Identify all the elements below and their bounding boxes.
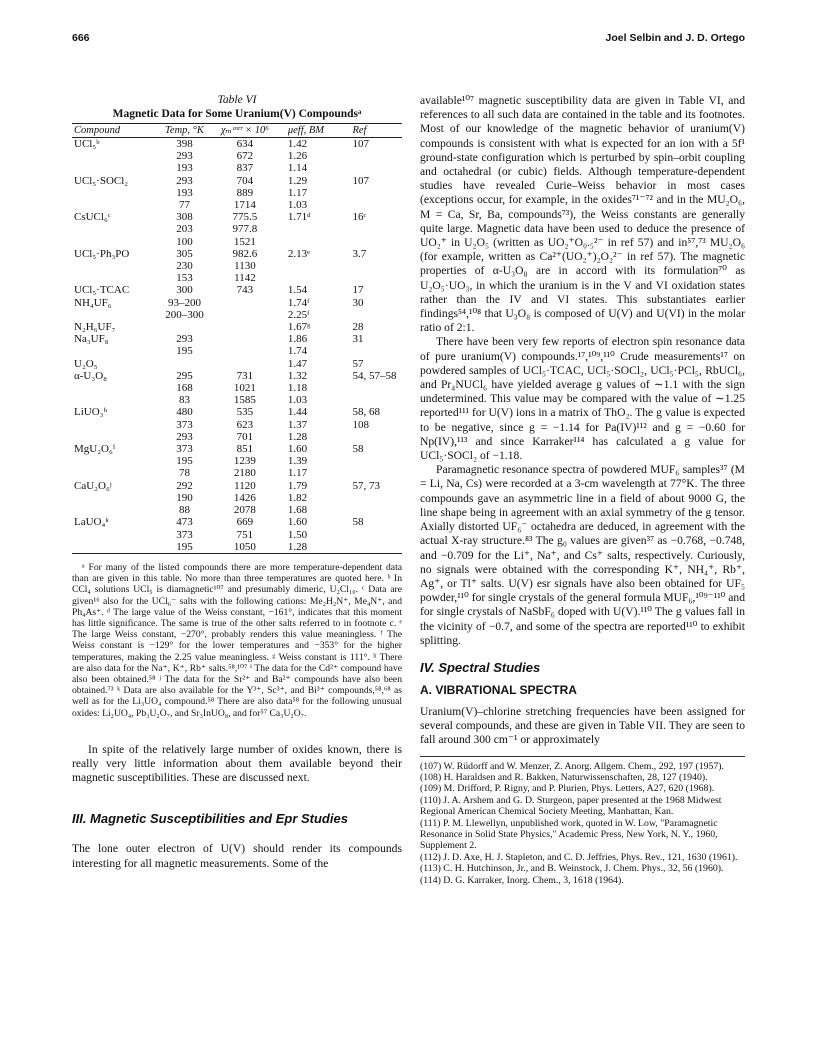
left-paragraph-1: In spite of the relatively large number of oxides known, there is really very little information about them available beyond their magnetic susceptibilities. These are discussed next. bbox=[72, 742, 402, 785]
cell-chi: 1142 bbox=[234, 272, 256, 285]
col-header-compound: Compound bbox=[72, 124, 153, 138]
table-row bbox=[72, 419, 402, 431]
cell-chi bbox=[216, 333, 274, 345]
table-row bbox=[72, 541, 402, 554]
table-row bbox=[72, 272, 402, 284]
cell-chi: 1120 bbox=[234, 479, 256, 492]
reference-item: (112) J. D. Axe, H. J. Stapleton, and C. D. Jeffries, Phys. Rev., 121, 1630 (1961). bbox=[420, 851, 738, 863]
cell-temp: 293 bbox=[176, 430, 193, 443]
section-3-title: III. Magnetic Susceptibilities and Epr Studies bbox=[72, 811, 348, 827]
table-row bbox=[72, 394, 402, 406]
cell-ref bbox=[350, 260, 402, 272]
table-title: Magnetic Data for Some Uranium(V) Compoundsᵃ bbox=[112, 108, 362, 120]
cell-ref: 108 bbox=[352, 418, 369, 431]
cell-compound: N₂H₆UF₇ bbox=[74, 321, 116, 334]
right-paragraph-1: available¹⁰⁷ magnetic susceptibility data are given in Table VI, and references to all such data are contained in the table and its footnotes. Most of our knowledge of the magnetic behavior of uranium(V) compounds is consistent with what is expected for an ion with a 5f¹ ground-state configuration which is perturbed by spin–orbit coupling and octahedral (or cubic) fields. Although temperature-dependent studies have revealed Curie–Weiss behavior in most cases (exceptions occur, for example, in the oxides⁷¹⁻⁷² and in the MU₂O₆, M = Ca, Sr, Ba, compounds⁷³), the Weiss constants are generally quite large. Magnetic data have been used to deduce the presence of UO₂⁺ in U₂O₅ (written as UO₂⁺O₀.₅²⁻ in ref 57) and in⁵⁷,⁷³ MU₂O₆ (for example, written as Ca²⁺(UO₂⁺)₂O₂²⁻ in ref 57). The magnetic properties of α-U₃O₈ are in accord with its formulation⁷⁰ as U₂O₅·UO₃, in which the uranium is in the V and VI oxidation states rather than the IV and VI states. This substantiates earlier findings⁵⁴,¹⁰⁸ that U₃O₈ is composed of U(V) and U(VI) in the molar ratio of 2:1. bbox=[420, 94, 745, 335]
table-row bbox=[72, 480, 402, 492]
cell-ref bbox=[350, 541, 402, 554]
cell-ref bbox=[350, 529, 402, 541]
table-header-row bbox=[72, 124, 402, 138]
cell-mu: 1.39 bbox=[287, 455, 308, 468]
cell-temp: 473 bbox=[176, 516, 193, 529]
cell-compound: MgU₂O₆ⁱ bbox=[74, 443, 116, 456]
cell-temp: 308 bbox=[176, 211, 193, 224]
cell-mu: 1.54 bbox=[287, 284, 308, 297]
cell-ref bbox=[350, 162, 402, 174]
table-row bbox=[72, 248, 402, 260]
cell-temp: 193 bbox=[176, 162, 193, 175]
cell-compound bbox=[72, 272, 153, 284]
cell-chi: 851 bbox=[236, 443, 254, 456]
cell-temp: 292 bbox=[176, 479, 193, 492]
left-paragraph-2: The lone outer electron of U(V) should render its compounds interesting for all magnetic measurements. Some of the bbox=[72, 842, 402, 870]
cell-compound: Na₃UF₈ bbox=[74, 333, 109, 346]
cell-mu: 1.47 bbox=[287, 357, 308, 370]
magnetic-data-table bbox=[72, 123, 402, 554]
cell-temp: 193 bbox=[176, 186, 193, 199]
cell-chi bbox=[216, 358, 274, 370]
cell-compound bbox=[72, 504, 153, 516]
cell-chi: 743 bbox=[236, 284, 254, 297]
cell-ref bbox=[350, 236, 402, 248]
cell-mu: 1.03 bbox=[287, 394, 308, 407]
cell-compound bbox=[72, 541, 153, 554]
cell-ref: 58 bbox=[352, 516, 364, 529]
cell-temp: 100 bbox=[176, 235, 193, 248]
cell-ref: 58, 68 bbox=[352, 406, 380, 419]
table-row bbox=[72, 260, 402, 272]
table-row bbox=[72, 309, 402, 321]
cell-ref bbox=[350, 223, 402, 235]
cell-compound bbox=[72, 162, 153, 174]
cell-ref: 54, 57–58 bbox=[352, 369, 397, 382]
cell-ref bbox=[350, 199, 402, 211]
table-row bbox=[72, 175, 402, 187]
cell-temp: 195 bbox=[176, 455, 193, 468]
cell-chi: 837 bbox=[236, 162, 254, 175]
table-row bbox=[72, 529, 402, 541]
col-header-mu: μeff, BM bbox=[274, 124, 351, 138]
cell-mu: 1.71ᵈ bbox=[287, 211, 311, 224]
cell-compound bbox=[72, 223, 153, 235]
cell-temp: 373 bbox=[176, 528, 193, 541]
right-paragraph-3: Paramagnetic resonance spectra of powdered MUF₆ samples³⁷ (M = Li, Na, Cs) were recorded at a 3-cm wavelength at 77°K. The three compounds gave an asymmetric line in a field of about 9000 G, the line shape being in agreement with an axial symmetry of the g tensor. Axially distorted UF₆⁻ octahedra are deduced, in agreement with the actual X-ray structure.⁸³ The g₀ values are given³⁷ as −0.768, −0.748, and −0.709 for the Li⁺, Na⁺, and Cs⁺ salts, respectively. Curiously, no signals were obtained with the corresponding K⁺, NH₄⁺, Rb⁺, Ag⁺, or Tl⁺ salts. U(V) esr signals have also been obtained for UF₅ powder,¹¹⁰ for single crystals of the general formula MUF₆,¹⁰⁹⁻¹¹⁰ and for single crystals of NaSbF₆ doped with U(V).¹¹⁰ The g values fall in the vicinity of −0.7, and some of the spectra are reported¹¹⁰ to exhibit splitting. bbox=[420, 463, 745, 647]
cell-chi: 1426 bbox=[233, 491, 256, 504]
cell-mu bbox=[274, 223, 351, 235]
cell-chi: 634 bbox=[236, 138, 254, 150]
cell-chi: 751 bbox=[236, 528, 254, 541]
cell-chi bbox=[216, 309, 274, 321]
table-row bbox=[72, 443, 402, 455]
cell-chi: 623 bbox=[236, 418, 254, 431]
table-row bbox=[72, 199, 402, 211]
cell-mu: 1.14 bbox=[287, 162, 308, 175]
cell-mu: 1.28 bbox=[274, 541, 351, 554]
cell-ref: 58 bbox=[352, 443, 364, 456]
cell-temp: 480 bbox=[176, 406, 193, 419]
reference-item: (111) P. M. Llewellyn, unpublished work, quoted in W. Low, "Paramagnetic Resonance in Solid State Physics," Academic Press, New York, N. Y., 1960, Supplement 2. bbox=[420, 817, 718, 852]
table-row bbox=[72, 492, 402, 504]
table-row bbox=[72, 321, 402, 333]
cell-chi: 704 bbox=[236, 174, 254, 187]
cell-mu: 1.26 bbox=[287, 150, 308, 163]
table-row bbox=[72, 455, 402, 467]
cell-temp: 373 bbox=[176, 443, 193, 456]
cell-chi: 1521 bbox=[233, 235, 256, 248]
cell-temp: 190 bbox=[176, 491, 193, 504]
cell-compound bbox=[72, 309, 153, 321]
reference-item: (114) D. G. Karraker, Inorg. Chem., 3, 1618 (1964). bbox=[420, 874, 624, 886]
table-row bbox=[72, 187, 402, 199]
cell-mu: 1.37 bbox=[287, 418, 308, 431]
cell-temp: 93–200 bbox=[167, 296, 201, 309]
cell-ref bbox=[350, 345, 402, 357]
cell-temp: 153 bbox=[176, 272, 193, 285]
cell-mu: 1.60 bbox=[287, 516, 308, 529]
cell-temp: 203 bbox=[176, 223, 193, 236]
cell-mu: 1.44 bbox=[287, 406, 308, 419]
table-row bbox=[72, 504, 402, 516]
cell-ref: 30 bbox=[352, 296, 364, 309]
cell-temp: 195 bbox=[176, 345, 193, 358]
cell-mu: 1.86 bbox=[287, 333, 308, 346]
cell-temp: 195 bbox=[153, 541, 216, 554]
table-row bbox=[72, 162, 402, 174]
cell-temp: 305 bbox=[176, 247, 193, 260]
cell-chi: 2078 bbox=[233, 504, 256, 517]
cell-compound bbox=[72, 455, 153, 467]
cell-chi: 1714 bbox=[233, 199, 256, 212]
table-row bbox=[72, 467, 402, 479]
cell-mu: 1.17 bbox=[287, 186, 308, 199]
cell-mu: 1.29 bbox=[287, 174, 308, 187]
cell-mu: 2.25ᶠ bbox=[287, 308, 310, 321]
cell-chi bbox=[216, 321, 274, 333]
cell-compound: UCl₅·Ph₃PO bbox=[74, 247, 130, 260]
cell-compound: UCl₅·TCAC bbox=[74, 284, 130, 297]
table-row bbox=[72, 431, 402, 443]
cell-chi: 1130 bbox=[234, 260, 256, 273]
cell-temp: 83 bbox=[178, 394, 190, 407]
reference-item: (113) C. H. Hutchinson, Jr., and B. Weinstock, J. Chem. Phys., 32, 56 (1960). bbox=[420, 863, 724, 875]
cell-mu: 1.68 bbox=[287, 504, 308, 517]
cell-mu: 1.60 bbox=[287, 443, 308, 456]
cell-ref bbox=[350, 272, 402, 284]
cell-mu: 1.67ᵍ bbox=[287, 321, 311, 334]
cell-compound bbox=[72, 419, 153, 431]
cell-temp: 77 bbox=[178, 199, 190, 212]
cell-temp: 168 bbox=[176, 382, 193, 395]
cell-compound bbox=[72, 199, 153, 211]
cell-compound bbox=[72, 529, 153, 541]
table-row bbox=[72, 358, 402, 370]
cell-ref: 57 bbox=[352, 357, 364, 370]
col-header-chi: χₘᶜᵒʳʳ × 10⁶ bbox=[216, 124, 274, 138]
cell-ref bbox=[350, 187, 402, 199]
page-header bbox=[72, 32, 745, 48]
cell-compound: U₂O₅ bbox=[74, 357, 98, 370]
table-row bbox=[72, 333, 402, 345]
cell-chi bbox=[216, 297, 274, 309]
cell-chi: 977.8 bbox=[232, 223, 258, 236]
page-number: 666 bbox=[72, 32, 90, 44]
cell-chi: 1239 bbox=[233, 455, 256, 468]
cell-mu: 1.74ᶠ bbox=[287, 296, 310, 309]
cell-chi: 669 bbox=[236, 516, 254, 529]
cell-temp: 200–300 bbox=[165, 308, 204, 321]
cell-temp: 398 bbox=[176, 138, 193, 150]
cell-ref: 107 bbox=[352, 174, 369, 187]
cell-compound bbox=[72, 236, 153, 248]
right-paragraph-4: Uranium(V)–chlorine stretching frequencies have been assigned for several compounds, and these are given in Table VII. They are seen to fall around 300 cm⁻¹ or approximately bbox=[420, 704, 745, 747]
cell-temp: 293 bbox=[176, 333, 193, 346]
table-row bbox=[72, 150, 402, 162]
reference-item: (109) M. Drifford, P. Rigny, and P. Plurien, Phys. Letters, A27, 620 (1968). bbox=[420, 783, 715, 795]
cell-compound bbox=[72, 150, 153, 162]
table-row bbox=[72, 382, 402, 394]
cell-mu bbox=[274, 236, 351, 248]
reference-list bbox=[420, 756, 745, 886]
cell-compound: CsUCl₆ᶜ bbox=[74, 211, 111, 224]
subsection-a-title: A. VIBRATIONAL SPECTRA bbox=[420, 682, 577, 697]
cell-mu: 1.18 bbox=[287, 382, 308, 395]
cell-temp: 88 bbox=[178, 504, 190, 517]
reference-item: (107) W. Rüdorff and W. Menzer, Z. Anorg. Allgem. Chem., 292, 197 (1957). bbox=[420, 760, 725, 772]
cell-ref bbox=[350, 431, 402, 443]
table-row bbox=[72, 370, 402, 382]
cell-temp bbox=[153, 358, 216, 370]
cell-mu: 1.82 bbox=[287, 491, 308, 504]
col-header-temp: Temp, °K bbox=[153, 124, 216, 138]
cell-chi: 889 bbox=[236, 186, 254, 199]
table-row bbox=[72, 406, 402, 418]
cell-compound bbox=[72, 467, 153, 479]
cell-compound: UCl₅ᵇ bbox=[74, 138, 100, 150]
cell-mu: 1.50 bbox=[287, 528, 308, 541]
cell-chi: 672 bbox=[236, 150, 254, 163]
cell-chi: 982.6 bbox=[232, 247, 258, 260]
cell-compound: NH₄UF₆ bbox=[74, 296, 112, 309]
cell-chi: 775.5 bbox=[232, 211, 258, 224]
cell-compound bbox=[72, 187, 153, 199]
table-row bbox=[72, 284, 402, 296]
cell-mu bbox=[274, 260, 351, 272]
cell-mu: 1.79 bbox=[287, 479, 308, 492]
cell-ref bbox=[350, 150, 402, 162]
reference-item: (110) J. A. Arshem and G. D. Sturgeon, paper presented at the 1968 Midwest Regional American Chemical Society Meeting, Manhattan, Kan. bbox=[420, 794, 722, 818]
table-row bbox=[72, 138, 402, 151]
cell-chi: 701 bbox=[236, 430, 254, 443]
cell-compound bbox=[72, 492, 153, 504]
table-row bbox=[72, 236, 402, 248]
cell-ref: 107 bbox=[352, 138, 369, 150]
cell-compound: CaU₂O₆ʲ bbox=[74, 479, 112, 492]
cell-chi: 1585 bbox=[233, 394, 256, 407]
table-row bbox=[72, 223, 402, 235]
cell-compound: LaUO₄ᵏ bbox=[74, 516, 109, 529]
running-authors: Joel Selbin and J. D. Ortego bbox=[605, 32, 745, 44]
cell-temp: 373 bbox=[176, 418, 193, 431]
cell-mu: 1.28 bbox=[287, 430, 308, 443]
col-header-ref: Ref bbox=[350, 124, 402, 138]
table-row bbox=[72, 297, 402, 309]
cell-compound: LiUO₃ʰ bbox=[74, 406, 108, 419]
right-paragraph-2: There have been very few reports of electron spin resonance data of pure uranium(V) compounds.¹⁷,¹⁰⁹,¹¹⁰ Crude measurements¹⁷ on powdered samples of UCl₅·TCAC, UCl₅·SOCl₂, UCl₅·PCl₅, RbUCl₆, and Pr₄NUCl₆ have yielded average g values of ∼1.1 with the sign undetermined. This value may be compared with the value of ∼1.25 reported¹¹¹ for U(V) ions in a matrix of ThO₂. The g value is expected to be negative, since g = −1.14 for Pa(IV)¹¹² and g = −0.60 for Np(IV),¹¹³ and since Karraker¹¹⁴ has calculated a g value for UCl₅·SOCl₂ of −1.18. bbox=[420, 335, 745, 463]
cell-ref bbox=[350, 504, 402, 516]
table-caption: Table VI bbox=[217, 94, 257, 106]
cell-compound bbox=[72, 394, 153, 406]
table-footnotes: ᵃ For many of the listed compounds there are more temperature-dependent data than are given in this table. No more than three temperatures are quoted here. ᵇ In CCl₄ solutions UCl₅ is diamagnetic¹⁰⁷ and presumably dimeric, U₂Cl₁₀. ᶜ Data are given¹⁶ also for the UCl₆⁻ salts with the following cations: Me₂H₂N⁺, Me₄N⁺, and Ph₄As⁺. ᵈ The large value of the Weiss constant, −161°, indicates that this moment has little significance. The same is true of the other salts referred to in footnote c. ᵉ The large Weiss constant, −270°, probably renders this value meaningless. ᶠ The Weiss constant is −129° for the lower temperatures and −353° for the higher temperatures, making the 2.25 value meaningless. ᵍ Weiss constant is 111°. ʰ There are also data for the Na⁺, K⁺, Rb⁺ salts.⁵⁸,¹⁰⁷ ⁱ The data for the Cd²⁺ compound have also been obtained.⁵⁸ ʲ The data for the Sr²⁺ and Ba²⁺ compounds have also been obtained.⁷³ ᵏ Data are also available for the Y³⁺, Sc³⁺, and Bi³⁺ compounds,⁵⁸,⁶⁸ as well as for the Li₃UO₄ compound.⁵⁸ There are also data⁵⁸ for the following unusual oxides: Li₂UO₄, Pb₃U₂O₇, and Sr₃InUO₈, and for⁵⁷ Ca₃U₂O₇. bbox=[72, 561, 402, 719]
cell-temp: 230 bbox=[176, 260, 193, 273]
cell-ref bbox=[350, 394, 402, 406]
cell-mu: 1.74 bbox=[287, 345, 308, 358]
cell-ref: 3.7 bbox=[352, 247, 367, 260]
cell-ref: 16ᶜ bbox=[352, 211, 367, 224]
cell-compound bbox=[72, 431, 153, 443]
cell-temp: 78 bbox=[178, 467, 190, 480]
right-column bbox=[420, 94, 745, 886]
cell-temp bbox=[153, 321, 216, 333]
cell-chi: 731 bbox=[236, 369, 254, 382]
cell-temp: 293 bbox=[176, 150, 193, 163]
cell-chi: 1021 bbox=[233, 382, 256, 395]
cell-ref bbox=[350, 492, 402, 504]
cell-compound: α-U₃O₈ bbox=[74, 369, 107, 382]
cell-mu: 1.42 bbox=[287, 138, 308, 150]
cell-ref bbox=[350, 309, 402, 321]
cell-ref bbox=[350, 455, 402, 467]
cell-chi: 535 bbox=[236, 406, 254, 419]
cell-mu: 1.17 bbox=[287, 467, 308, 480]
cell-mu: 2.13ᵉ bbox=[287, 247, 310, 260]
cell-temp: 300 bbox=[176, 284, 193, 297]
left-column bbox=[72, 94, 402, 871]
cell-ref bbox=[350, 467, 402, 479]
table-row bbox=[72, 211, 402, 223]
cell-ref bbox=[350, 382, 402, 394]
cell-compound: UCl₅·SOCl₂ bbox=[74, 174, 129, 187]
cell-ref: 57, 73 bbox=[352, 479, 380, 492]
cell-ref: 31 bbox=[352, 333, 364, 346]
cell-chi: 1050 bbox=[216, 541, 274, 554]
cell-mu bbox=[274, 272, 351, 284]
cell-mu: 1.32 bbox=[287, 369, 308, 382]
cell-chi: 2180 bbox=[233, 467, 256, 480]
table-row bbox=[72, 516, 402, 528]
cell-ref: 17 bbox=[352, 284, 364, 297]
cell-ref: 28 bbox=[352, 321, 364, 334]
cell-mu: 1.03 bbox=[287, 199, 308, 212]
section-4-title: IV. Spectral Studies bbox=[420, 659, 541, 675]
cell-compound bbox=[72, 345, 153, 357]
reference-item: (108) H. Haraldsen and R. Bakken, Naturwissenschaften, 28, 127 (1940). bbox=[420, 771, 708, 783]
cell-temp: 295 bbox=[176, 369, 193, 382]
cell-compound bbox=[72, 382, 153, 394]
cell-compound bbox=[72, 260, 153, 272]
table-row bbox=[72, 345, 402, 357]
cell-chi bbox=[216, 345, 274, 357]
cell-temp: 293 bbox=[176, 174, 193, 187]
